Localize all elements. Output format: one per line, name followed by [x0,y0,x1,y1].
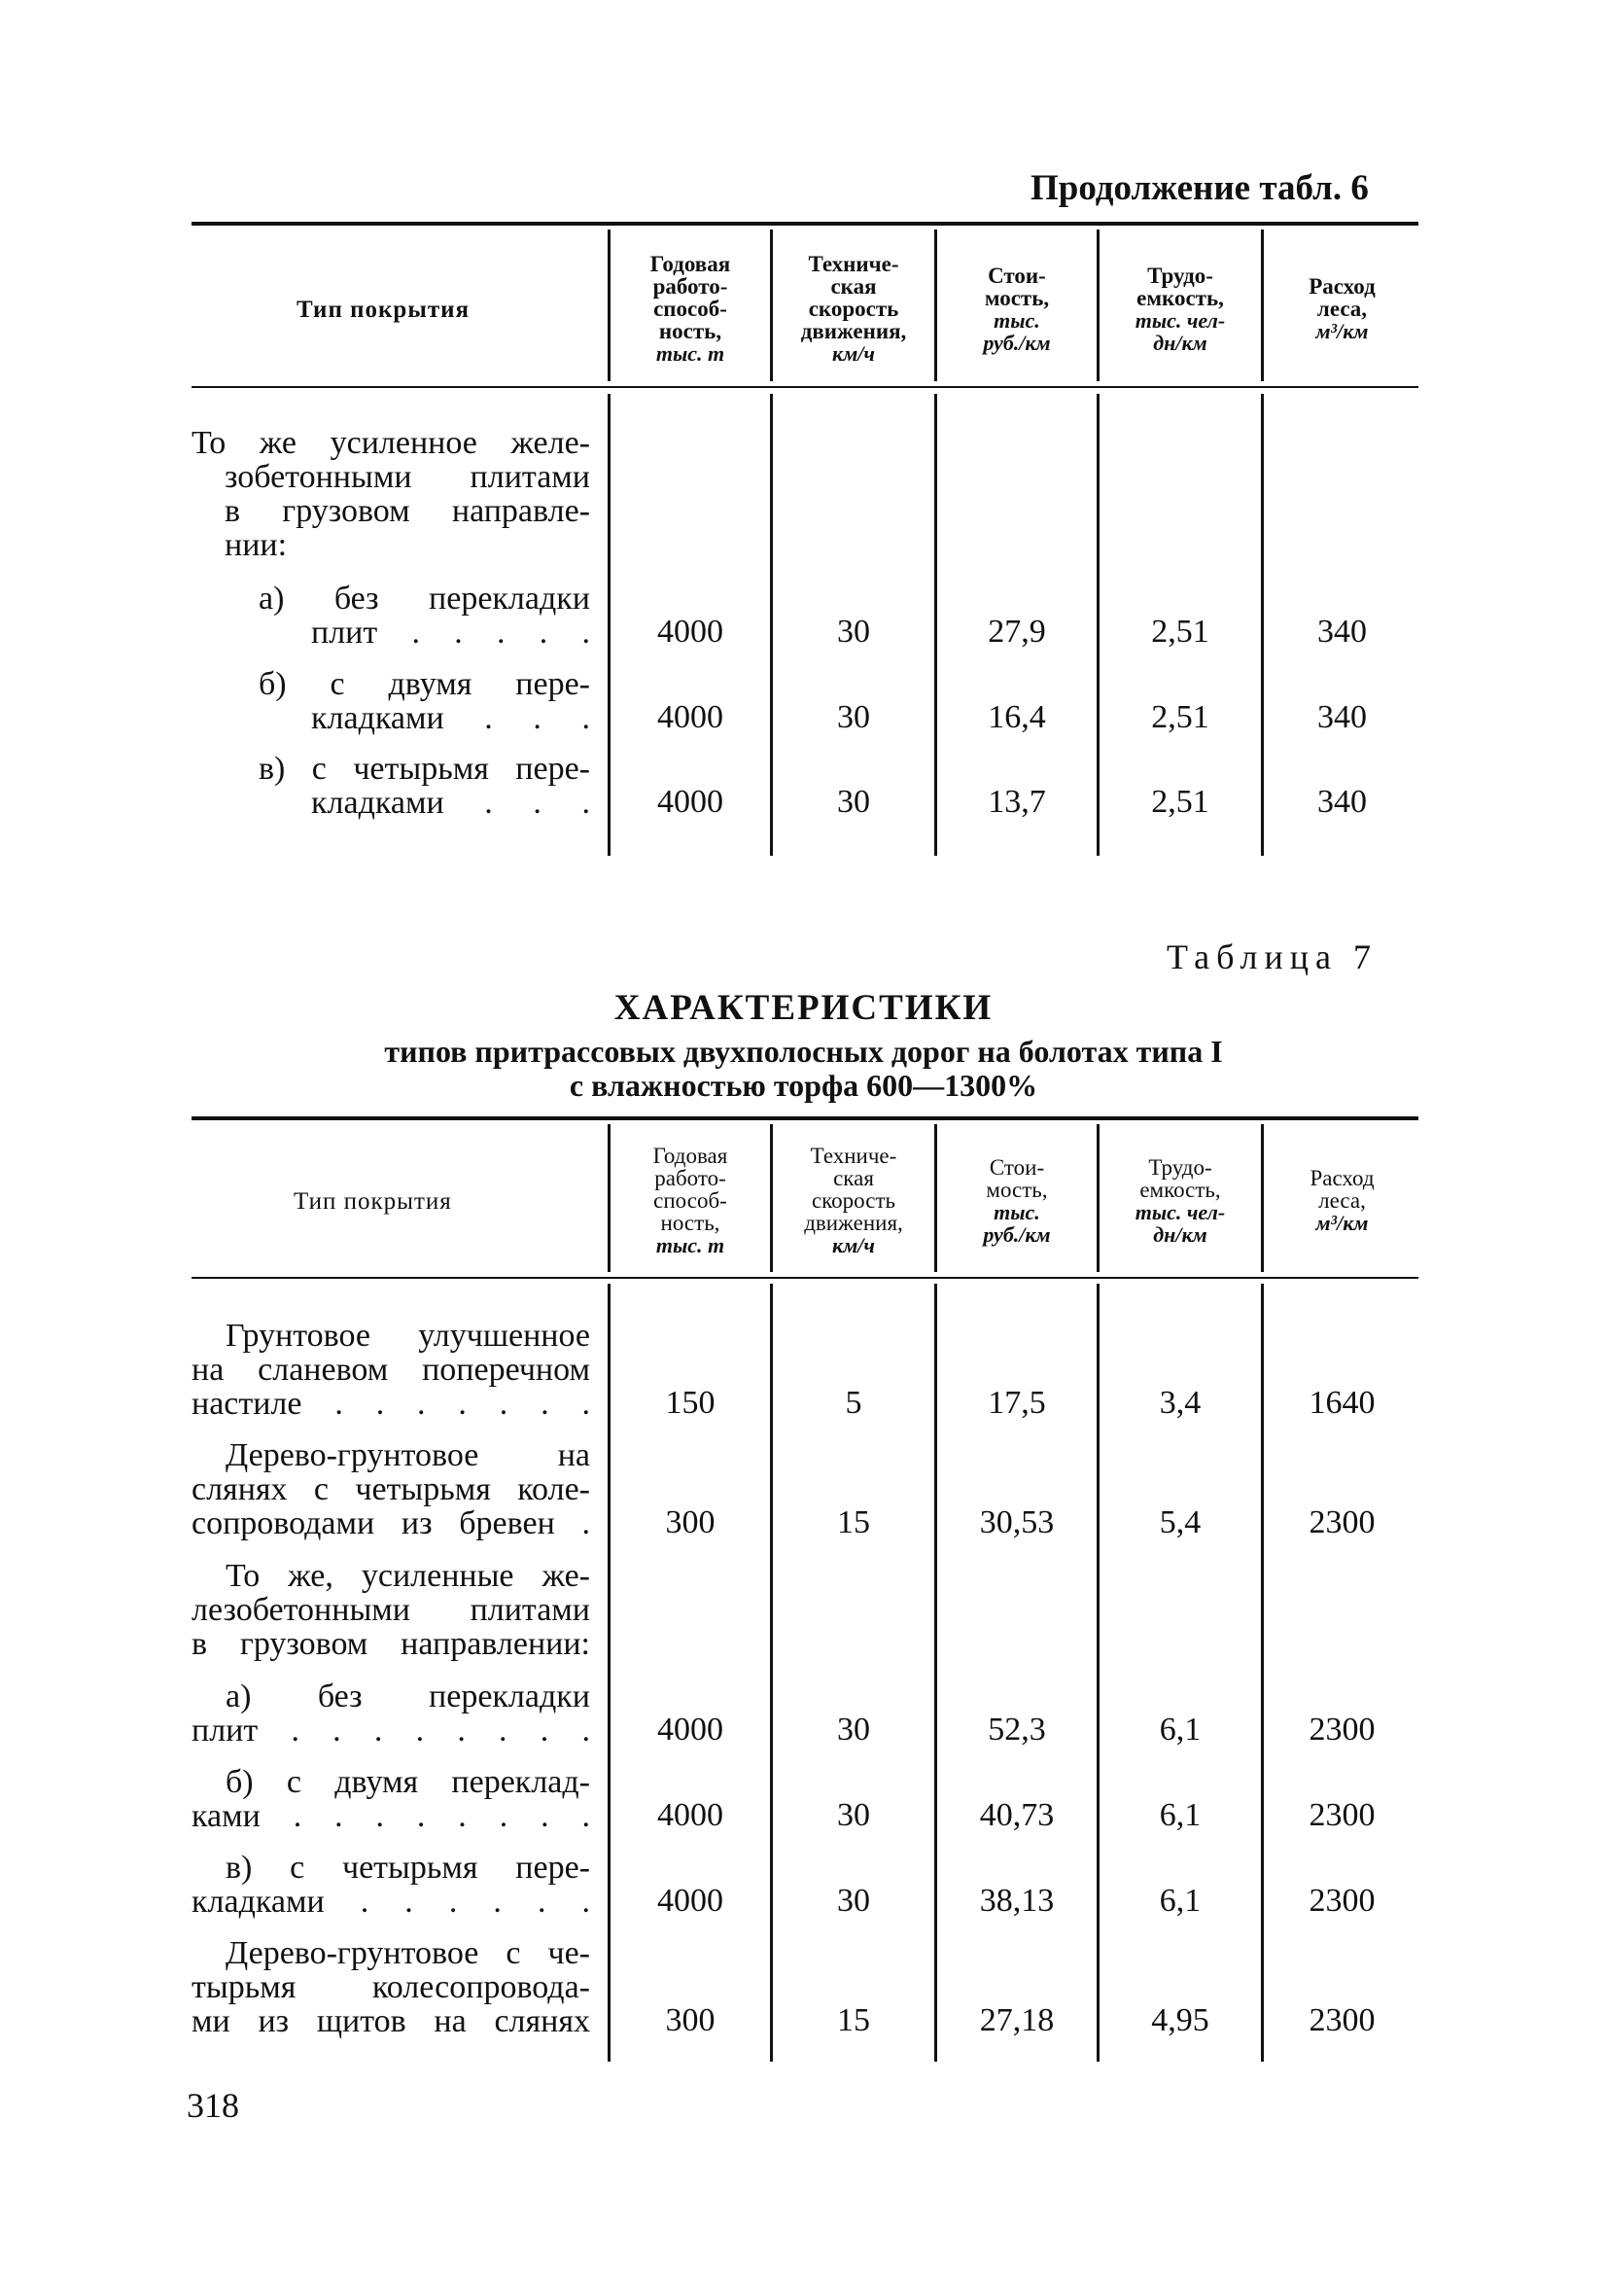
row-label-line: на сланевом поперечном [192,1352,590,1388]
table-subtitle: типов притрассовых двухполосных дорог на болотах типа I [384,1034,1223,1069]
row-label-line: а) без перекладки [226,1678,590,1714]
column-divider [1261,394,1264,856]
table-6-top-rule [192,222,1418,226]
row-label-line: б) с двумя пере- [259,666,590,702]
group-label-line: То же усиленное желе- [192,425,590,461]
column-header-capacity: Годовая работо- способ- ность, тыс. т [649,252,731,366]
labor-value: 4,95 [1151,2002,1209,2038]
column-header-cost: Стои- мость, тыс. руб./км [983,1154,1051,1247]
wood-value: 2300 [1309,1797,1376,1833]
cost-value: 13,7 [988,784,1046,820]
cost-value: 52,3 [988,1712,1046,1748]
wood-value: 340 [1317,699,1367,735]
speed-value: 15 [837,1504,870,1540]
column-divider [934,1284,937,2062]
speed-value: 30 [837,784,870,820]
cost-value: 17,5 [988,1385,1046,1421]
table-7-top-rule [192,1116,1418,1120]
speed-value: 30 [837,614,870,650]
speed-value: 15 [837,2002,870,2038]
group-label-line: в грузовом направлении: [192,1626,590,1662]
capacity-value: 300 [665,1504,716,1540]
speed-value: 30 [837,1712,870,1748]
column-header-capacity: Годовая работо- способ- ность, тыс. т [652,1144,728,1257]
wood-value: 340 [1317,784,1367,820]
cost-value: 30,53 [979,1504,1055,1540]
labor-value: 2,51 [1151,614,1209,650]
column-divider [1261,1284,1264,2062]
column-divider [934,394,937,856]
labor-value: 2,51 [1151,784,1209,820]
column-divider [1097,394,1100,856]
labor-value: 5,4 [1159,1504,1202,1540]
row-label-line: тырьмя колесопровода- [192,1969,590,2005]
column-divider [608,1284,611,2062]
row-label-line: плит . . . . . . . . [192,1713,590,1748]
group-label-line: зобетонными плитами [225,459,590,495]
column-divider [1261,230,1264,381]
column-divider [608,230,611,381]
row-label-line: в) с четырьмя пере- [259,751,590,787]
table-number: Таблица 7 [1167,937,1378,976]
column-divider [934,1124,937,1272]
row-label-line: кладками . . . [311,785,590,821]
labor-value: 6,1 [1159,1797,1202,1833]
row-label-line: ми из щитов на слянях [192,2003,590,2039]
continuation-label: Продолжение табл. 6 [1031,168,1369,208]
column-header-type: Тип покрытия [294,1188,452,1215]
column-divider [934,230,937,381]
row-label-line: Дерево-грунтовое на [226,1437,590,1473]
column-header-speed: Техниче- ская скорость движения, км/ч [804,1144,903,1257]
wood-value: 2300 [1309,1504,1376,1540]
labor-value: 6,1 [1159,1883,1202,1919]
column-divider [770,1284,773,2062]
row-label-line: кладками . . . . . . [192,1884,590,1920]
column-header-speed: Техниче- ская скорость движения, км/ч [800,252,907,366]
labor-value: 3,4 [1159,1385,1202,1421]
column-divider [608,1124,611,1272]
column-divider [608,394,611,856]
column-header-labor: Трудо- емкость, тыс. чел- дн/км [1135,263,1226,355]
row-label-line: настиле . . . . . . . [192,1386,590,1422]
row-label-line: плит . . . . . [311,615,590,651]
table-7-header-rule [192,1277,1418,1279]
row-label-line: а) без перекладки [259,581,590,617]
column-header-wood: Расход леса, м³/км [1310,1166,1375,1235]
cost-value: 40,73 [979,1797,1055,1833]
row-label-line: ками . . . . . . . . [192,1798,590,1834]
cost-value: 27,9 [988,614,1046,650]
page-number: 318 [187,2086,239,2125]
wood-value: 2300 [1309,1712,1376,1748]
labor-value: 2,51 [1151,699,1209,735]
capacity-value: 4000 [657,1712,723,1748]
column-divider [1097,1284,1100,2062]
labor-value: 6,1 [1159,1712,1202,1748]
capacity-value: 300 [665,2002,716,2038]
capacity-value: 4000 [657,614,723,650]
group-label-line: нии: [225,527,288,563]
row-label-line: сопроводами из бревен . [192,1505,590,1541]
wood-value: 340 [1317,614,1367,650]
row-label-line: б) с двумя переклад- [226,1764,590,1800]
wood-value: 1640 [1309,1385,1376,1421]
column-divider [770,1124,773,1272]
column-divider [770,230,773,381]
column-divider [1261,1124,1264,1272]
column-divider [1097,230,1100,381]
row-label-line: Грунтовое улучшенное [226,1318,590,1354]
capacity-value: 4000 [657,784,723,820]
row-label-line: кладками . . . [311,700,590,736]
column-divider [770,394,773,856]
speed-value: 5 [845,1385,862,1421]
group-label-line: в грузовом направле- [225,493,590,529]
capacity-value: 4000 [657,1797,723,1833]
capacity-value: 150 [665,1385,716,1421]
table-subtitle: с влажностью торфа 600—1300% [569,1068,1038,1103]
row-label-line: Дерево-грунтовое с че- [226,1935,590,1971]
column-divider [1097,1124,1100,1272]
speed-value: 30 [837,699,870,735]
capacity-value: 4000 [657,699,723,735]
cost-value: 16,4 [988,699,1046,735]
table-6-header-rule [192,386,1418,388]
capacity-value: 4000 [657,1883,723,1919]
wood-value: 2300 [1309,2002,1376,2038]
column-header-labor: Трудо- емкость, тыс. чел- дн/км [1135,1154,1226,1247]
group-label-line: То же, усиленные же- [226,1558,590,1594]
row-label-line: в) с четырьмя пере- [226,1850,590,1886]
cost-value: 38,13 [979,1883,1055,1919]
speed-value: 30 [837,1883,870,1919]
column-header-cost: Стои- мость, тыс. руб./км [983,263,1051,355]
speed-value: 30 [837,1797,870,1833]
group-label-line: лезобетонными плитами [192,1592,590,1628]
column-header-wood: Расход леса, м³/км [1309,274,1376,343]
cost-value: 27,18 [979,2002,1055,2038]
row-label-line: слянях с четырьмя коле- [192,1471,590,1507]
column-header-type: Тип покрытия [297,297,471,323]
table-title: ХАРАКТЕРИСТИКИ [613,988,994,1028]
wood-value: 2300 [1309,1883,1376,1919]
